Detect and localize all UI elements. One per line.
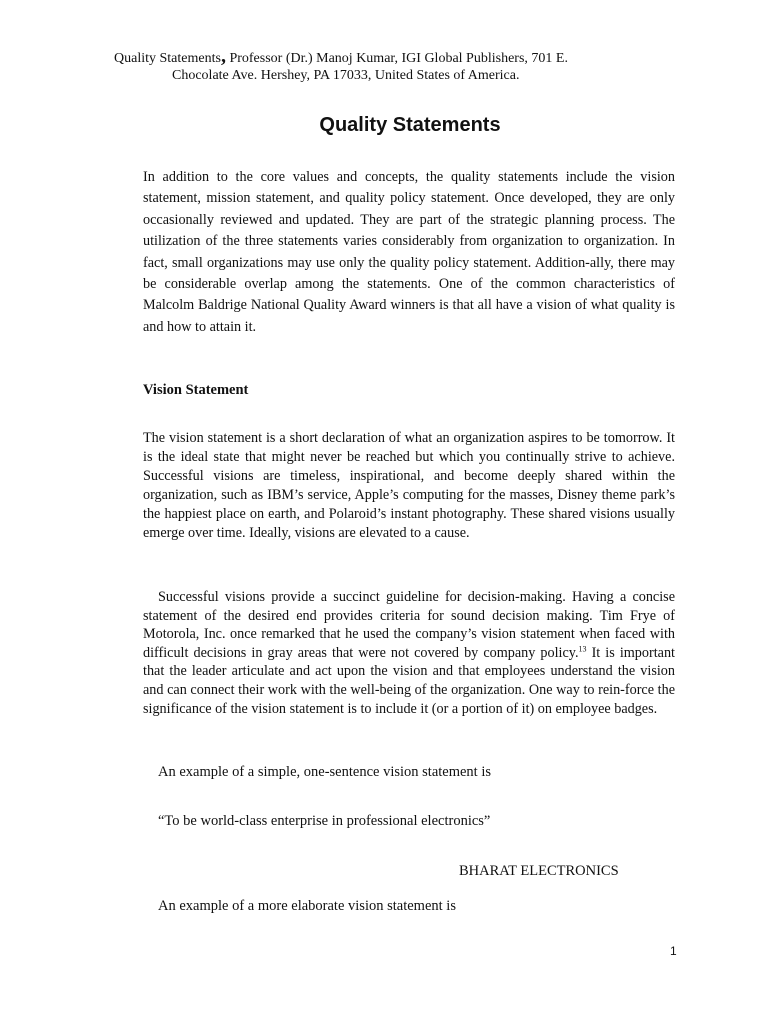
- running-header: [114, 45, 634, 84]
- vision-paragraph-2: [143, 588, 675, 718]
- footnote-reference: 13: [578, 644, 587, 654]
- section-heading-vision: Vision Statement: [143, 382, 249, 398]
- header-title: Quality Statements: [114, 51, 221, 66]
- example-quote: “To be world-class enterprise in professional electronics”: [158, 813, 491, 829]
- vision-paragraph-2-continued: It is important that the leader articulate and act upon the vision and that employees understand the vision and can connect their work with the well-being of the organization. One way to rein-force the significance of the vision statement is to include it (or a portion of it) on employee badges.: [143, 644, 675, 717]
- vision-paragraph-2-text: Successful visions provide a succinct guideline for decision-making. Having a concise statement of the desired end provides criteria for sound decision making. Tim Frye of Motorola, Inc. once remarked that he used the company’s vision statement when faced with difficult decisions in gray areas that were not covered by company policy.: [143, 589, 675, 661]
- vision-paragraph-1: The vision statement is a short declaration of what an organization aspires to be tomorrow. It is the ideal state that might never be reached but which you continually strive to achieve. Successful visions are timeless, inspirational, and become deeply shared within the organization, such as IBM’s service, Apple’s computing for the masses, Disney theme park’s the happiest place on earth, and Polaroid’s instant photography. These shared visions usually emerge over time. Ideally, visions are elevated to a cause.: [143, 430, 675, 541]
- example-elaborate-intro: An example of a more elaborate vision statement is: [158, 898, 456, 914]
- header-address: Chocolate Ave. Hershey, PA 17033, United States of America.: [172, 68, 520, 83]
- example-attribution: BHARAT ELECTRONICS: [459, 863, 619, 879]
- example-simple-intro: An example of a simple, one-sentence vision statement is: [158, 764, 492, 780]
- page-title: Quality Statements: [319, 114, 501, 136]
- intro-paragraph: In addition to the core values and concepts, the quality statements include the vision statement, mission statement, and quality policy statement. Once developed, they are only occasionally reviewed and updated. They are part of the strategic planning process. The utilization of the three statements varies considerably from organization to organization. In fact, small organizations may use only the quality policy statement. Addition-ally, there may be considerable overlap among the statements. One of the common characteristics of Malcolm Baldrige National Quality Award winners is that all have a vision of what quality is and how to attain it.: [143, 169, 675, 335]
- header-author: Professor (Dr.) Manoj Kumar, IGI Global Publishers, 701 E.: [225, 51, 568, 66]
- header-comma: ,: [220, 45, 226, 67]
- page-number: 1: [670, 944, 677, 958]
